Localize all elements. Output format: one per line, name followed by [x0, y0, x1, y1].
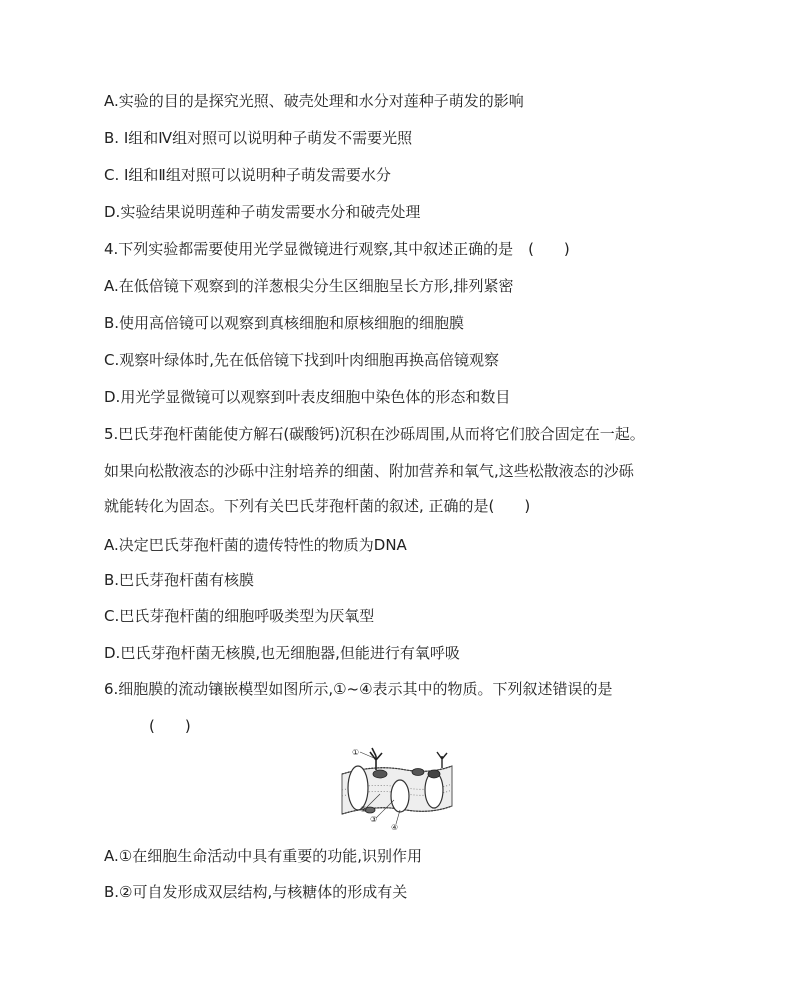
text-line: C.观察叶绿体时,先在低倍镜下找到叶肉细胞再换高倍镜观察	[104, 351, 500, 369]
text-line: ( )	[104, 717, 191, 735]
label-4: ④	[391, 823, 399, 832]
cell-membrane-diagram	[336, 744, 456, 834]
label-2: ②	[360, 805, 368, 814]
label-1: ①	[352, 748, 360, 757]
text-line: 5.巴氏芽孢杆菌能使方解石(碳酸钙)沉积在沙砾周围,从而将它们胶合固定在一起。	[104, 425, 645, 443]
label-3: ③	[370, 815, 378, 824]
text-line: A.决定巴氏芽孢杆菌的遗传特性的物质为DNA	[104, 536, 407, 554]
text-line: A.在低倍镜下观察到的洋葱根尖分生区细胞呈长方形,排列紧密	[104, 277, 514, 295]
text-line: B.使用高倍镜可以观察到真核细胞和原核细胞的细胞膜	[104, 314, 465, 332]
text-line: A.实验的目的是探究光照、破壳处理和水分对莲种子萌发的影响	[104, 92, 524, 110]
text-line: D.实验结果说明莲种子萌发需要水分和破壳处理	[104, 203, 421, 221]
text-line: C. Ⅰ组和Ⅱ组对照可以说明种子萌发需要水分	[104, 166, 391, 184]
fluid-mosaic-illustration	[336, 744, 456, 834]
text-line: D.用光学显微镜可以观察到叶表皮细胞中染色体的形态和数目	[104, 388, 511, 406]
text-line: 6.细胞膜的流动镶嵌模型如图所示,①~④表示其中的物质。下列叙述错误的是	[104, 680, 613, 698]
text-line: A.①在细胞生命活动中具有重要的功能,识别作用	[104, 847, 422, 865]
text-line: 就能转化为固态。下列有关巴氏芽孢杆菌的叙述, 正确的是( )	[104, 497, 531, 515]
text-line: 如果向松散液态的沙砾中注射培养的细菌、附加营养和氧气,这些松散液态的沙砾	[104, 462, 634, 480]
text-line: 4.下列实验都需要使用光学显微镜进行观察,其中叙述正确的是 ( )	[104, 240, 570, 258]
text-line: C.巴氏芽孢杆菌的细胞呼吸类型为厌氧型	[104, 607, 375, 625]
text-line: B. Ⅰ组和Ⅳ组对照可以说明种子萌发不需要光照	[104, 129, 413, 147]
text-line: D.巴氏芽孢杆菌无核膜,也无细胞器,但能进行有氧呼吸	[104, 644, 460, 662]
text-line: B.②可自发形成双层结构,与核糖体的形成有关	[104, 883, 408, 901]
text-line: B.巴氏芽孢杆菌有核膜	[104, 571, 255, 589]
